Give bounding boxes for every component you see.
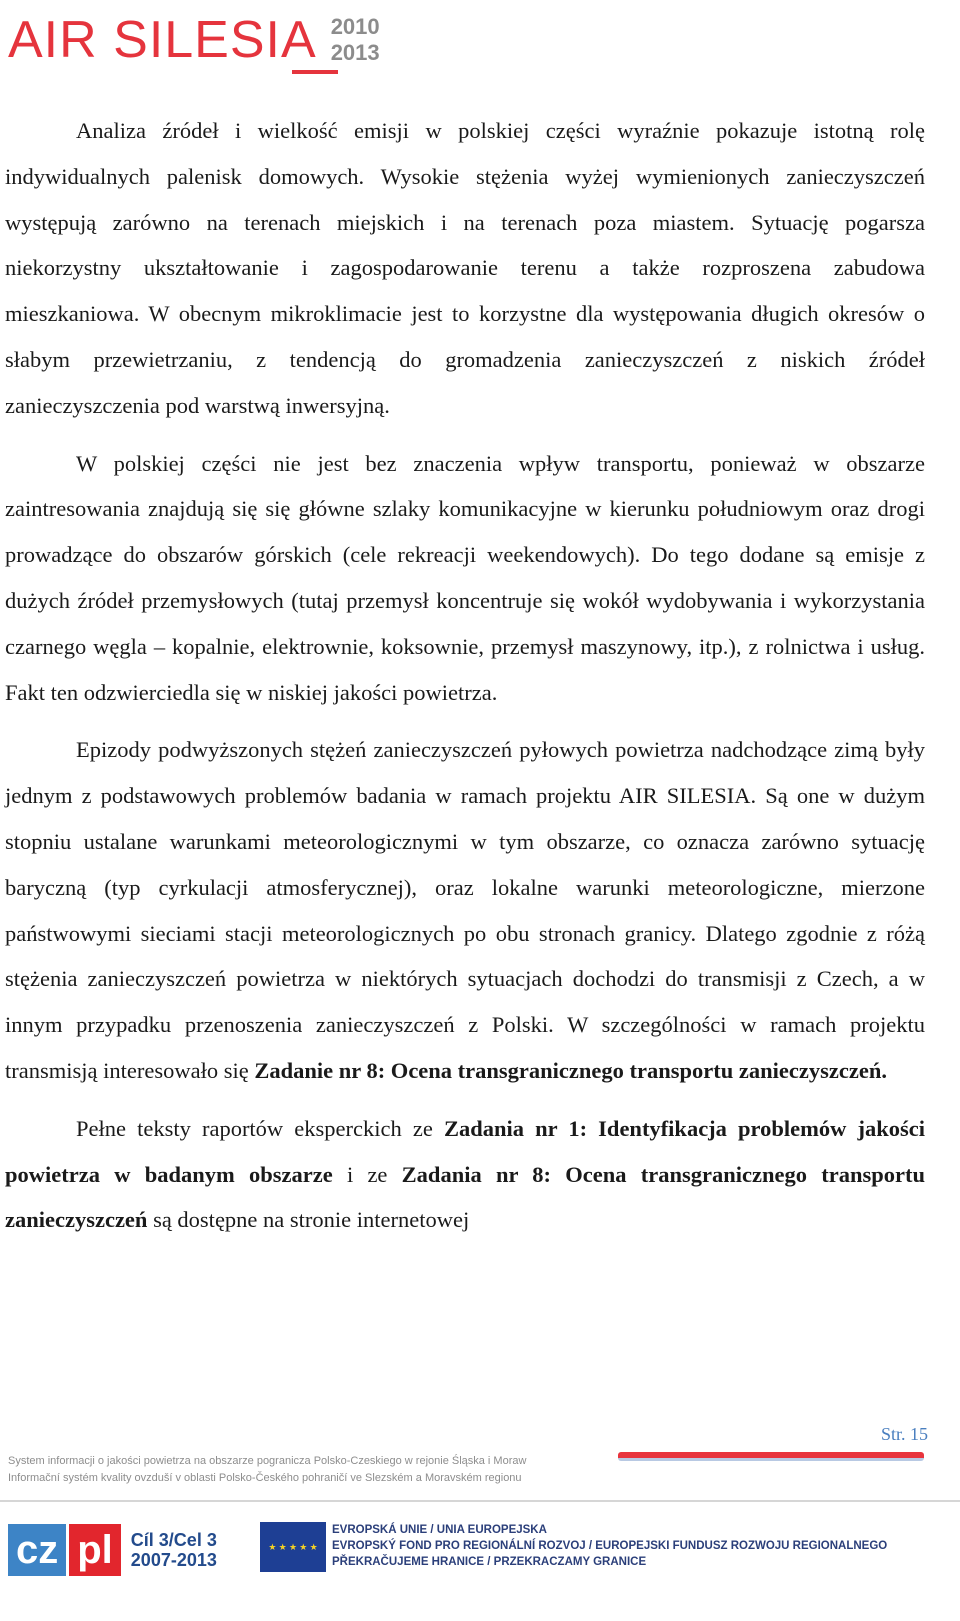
eu-line-2: EVROPSKÝ FOND PRO REGIONÁLNÍ ROZVOJ / EUROPEJSKI FUNDUSZ ROZWOJU REGIONALNEGO bbox=[332, 1540, 888, 1552]
page-number: Str. 15 bbox=[880, 1424, 928, 1444]
czpl-program-years: 2007-2013 bbox=[130, 1550, 217, 1570]
air-silesia-logo bbox=[8, 11, 380, 69]
sponsor-logos bbox=[0, 1512, 960, 1621]
document-body bbox=[5, 108, 925, 1255]
czpl-pl-mark: pl bbox=[69, 1524, 121, 1576]
paragraph-4-text-2: i ze bbox=[332, 1161, 402, 1187]
paragraph-4-bold-2: Zadania nr 8: Ocena transgranicznego transportu zanieczyszczeń bbox=[5, 1161, 925, 1233]
logo-year-start: 2010 bbox=[330, 14, 380, 39]
czpl-program-name: Cíl 3/Cel 3 bbox=[130, 1530, 217, 1550]
paragraph-4-bold-1: Zadania nr 1: Identyfikacja problemów jakości powietrza w badanym obszarze bbox=[5, 1115, 925, 1187]
paragraph-3 bbox=[5, 727, 925, 1093]
paragraph-4-text-3: są dostępne na stronie internetowej bbox=[147, 1207, 470, 1233]
paragraph-4-text-1: Pełne teksty raportów eksperckich ze bbox=[76, 1115, 444, 1141]
footer-info-cz: Informační systém kvality ovzduší v oblasti Polsko-Českého pohraničí ve Slezském a Moravském regionu bbox=[8, 1472, 522, 1484]
paragraph-3-text: Epizody podwyższonych stężeń zanieczyszczeń pyłowych powietrza nadchodzące zimą były jednym z podstawowych problemów badania w ramach projektu AIR SILESIA. Są one w dużym stopniu ustalane warunkami meteorologicznymi w tym obszarze, co oznacza zarówno sytuację baryczną (typ cyrkulacji atmosferycznej), oraz lokalne warunki meteorologiczne, mierzone państwowymi sieciami stacji meteorologicznych po obu stronach granicy. Dlatego zgodnie z różą stężenia zanieczyszczeń powietrza w niektórych sytuacjach dochodzi do transmisji z Czech, a w innym przypadku przenoszenia zanieczyszczeń z Polski. W szczególności w ramach projektu transmisją interesowało się bbox=[5, 737, 925, 1083]
paragraph-1: Analiza źródeł i wielkość emisji w polskiej części wyraźnie pokazuje istotną rolę indywidualnych palenisk domowych. Wysokie stężenia wyżej wymienionych zanieczyszczeń występują zarówno na terenach miejskich i na terenach poza miastem. Sytuację pogarsza niekorzystny ukształtowanie i zagospodarowanie terenu a także rozproszena zabudowa mieszkaniowa. W obecnym mikroklimacie jest to korzystne dla występowania długich okresów o słabym przewietrzaniu, z tendencją do gromadzenia zanieczyszczeń z niskich źródeł zanieczyszczenia pod warstwą inwersyjną. bbox=[5, 118, 925, 418]
czpl-cz-mark: cz bbox=[8, 1524, 66, 1576]
footer-info-pl: System informacji o jakości powietrza na obszarze pogranicza Polsko-Czeskiego w rejonie Śląska i Moraw bbox=[8, 1455, 527, 1467]
footer-decorative-line bbox=[618, 1452, 924, 1461]
czpl-logo bbox=[8, 1524, 217, 1576]
eu-line-1: EVROPSKÁ UNIE / UNIA EUROPEJSKA bbox=[332, 1524, 547, 1536]
logo-years bbox=[331, 14, 380, 66]
paragraph-3-bold: Zadanie nr 8: Ocena transgranicznego transportu zanieczyszczeń. bbox=[254, 1057, 887, 1083]
logo-underline bbox=[292, 70, 338, 74]
eu-line-3: PŘEKRAČUJEME HRANICE / PRZEKRACZAMY GRANICE bbox=[332, 1556, 647, 1568]
paragraph-4 bbox=[5, 1106, 925, 1243]
eu-fund-text bbox=[332, 1522, 887, 1570]
footer-info bbox=[8, 1453, 588, 1487]
footer-divider bbox=[0, 1500, 960, 1502]
paragraph-2: W polskiej części nie jest bez znaczenia wpływ transportu, ponieważ w obszarze zaintresowania znajdują się się główne szlaky komunikacyjne w kierunku południowym oraz drogi prowadzące do obszarów górskich (cele rekreacji weekendowych). Do tego dodane są emisje z dużych źródeł przemysłowych (tutaj przemysł koncentruje się wokół wydobywania i wykorzystania czarnego węgla – kopalnie, elektrownie, koksownie, przemysł maszynowy, itp.), z rolnictwa i usług. Fakt ten odzwierciedla się w niskiej jakości powietrza. bbox=[5, 450, 925, 705]
eu-flag-icon: ★ ★ ★ ★ ★ bbox=[260, 1522, 326, 1572]
logo-year-end: 2013 bbox=[330, 40, 380, 65]
czpl-program bbox=[131, 1530, 217, 1570]
logo-text: AIR SILESIA bbox=[8, 11, 317, 69]
